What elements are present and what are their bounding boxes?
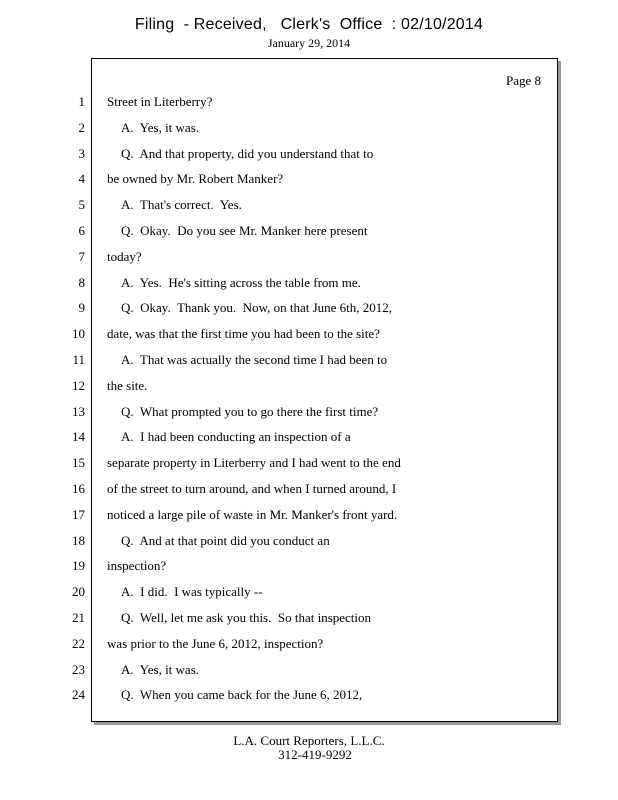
page-number: Page 8 <box>505 73 541 88</box>
court-reporter-phone: 312-419-9292 <box>278 747 352 762</box>
transcript-line: noticed a large pile of waste in Mr. Manker's front yard. <box>107 506 398 522</box>
line-number: 13 <box>72 403 85 419</box>
transcript-line: Q. And that property, did you understand that to <box>121 145 374 161</box>
transcript-line: inspection? <box>107 558 167 574</box>
transcript-line: was prior to the June 6, 2012, inspection? <box>107 635 324 651</box>
transcript-line: date, was that the first time you had been to the site? <box>107 326 380 342</box>
line-number: 2 <box>78 119 85 135</box>
line-number: 19 <box>72 558 85 574</box>
line-number: 12 <box>72 377 85 393</box>
line-number: 22 <box>72 635 85 651</box>
line-number: 20 <box>72 584 85 600</box>
filing-stamp: Filing - Received, Clerk's Office : 02/10/2014 <box>134 16 484 33</box>
transcript-line: be owned by Mr. Robert Manker? <box>107 171 284 187</box>
line-number: 18 <box>72 532 85 548</box>
line-number: 10 <box>72 326 85 342</box>
line-number: 6 <box>78 222 85 238</box>
transcript-line: today? <box>107 248 142 264</box>
transcript-line: A. That was actually the second time I had been to <box>121 351 388 367</box>
line-number: 1 <box>78 94 85 109</box>
transcript-line: Q. Well, let me ask you this. So that inspection <box>121 609 372 625</box>
transcript-line: the site. <box>107 377 148 393</box>
hearing-date: January 29, 2014 <box>267 36 351 50</box>
line-number: 16 <box>72 480 85 496</box>
line-number: 3 <box>78 145 85 161</box>
transcript-line: Street in Literberry? <box>107 94 213 109</box>
transcript-line: A. Yes. He's sitting across the table from me. <box>121 274 361 290</box>
transcript-line: Q. When you came back for the June 6, 2012, <box>121 687 363 703</box>
line-number-column <box>0 95 85 714</box>
transcript-line: A. I did. I was typically -- <box>121 584 263 600</box>
line-number: 21 <box>72 609 85 625</box>
transcript-line: A. I had been conducting an inspection of a <box>121 429 351 445</box>
line-number: 5 <box>78 197 85 213</box>
line-number: 24 <box>72 687 85 703</box>
line-number: 11 <box>72 351 85 367</box>
transcript-line: Q. And at that point did you conduct an <box>121 532 330 548</box>
transcript-line: A. Yes, it was. <box>121 661 200 677</box>
transcript-line: Q. What prompted you to go there the first time? <box>121 403 379 419</box>
line-number: 17 <box>72 506 85 522</box>
line-number: 7 <box>78 248 85 264</box>
line-number: 14 <box>72 429 85 445</box>
line-number: 8 <box>78 274 85 290</box>
transcript-line: A. Yes, it was. <box>121 119 200 135</box>
line-number: 15 <box>72 455 85 471</box>
transcript-line: Q. Okay. Do you see Mr. Manker here present <box>121 222 368 238</box>
court-reporter-name: L.A. Court Reporters, L.L.C. <box>233 733 385 748</box>
transcript-text <box>107 95 547 714</box>
line-number: 23 <box>72 661 85 677</box>
transcript-line: A. That's correct. Yes. <box>121 197 242 213</box>
line-number: 4 <box>78 171 85 187</box>
transcript-line: of the street to turn around, and when I turned around, I <box>107 480 397 496</box>
transcript-line: Q. Okay. Thank you. Now, on that June 6th, 2012, <box>121 300 393 316</box>
line-number: 9 <box>78 300 85 316</box>
transcript-line: separate property in Literberry and I had went to the end <box>107 455 401 471</box>
